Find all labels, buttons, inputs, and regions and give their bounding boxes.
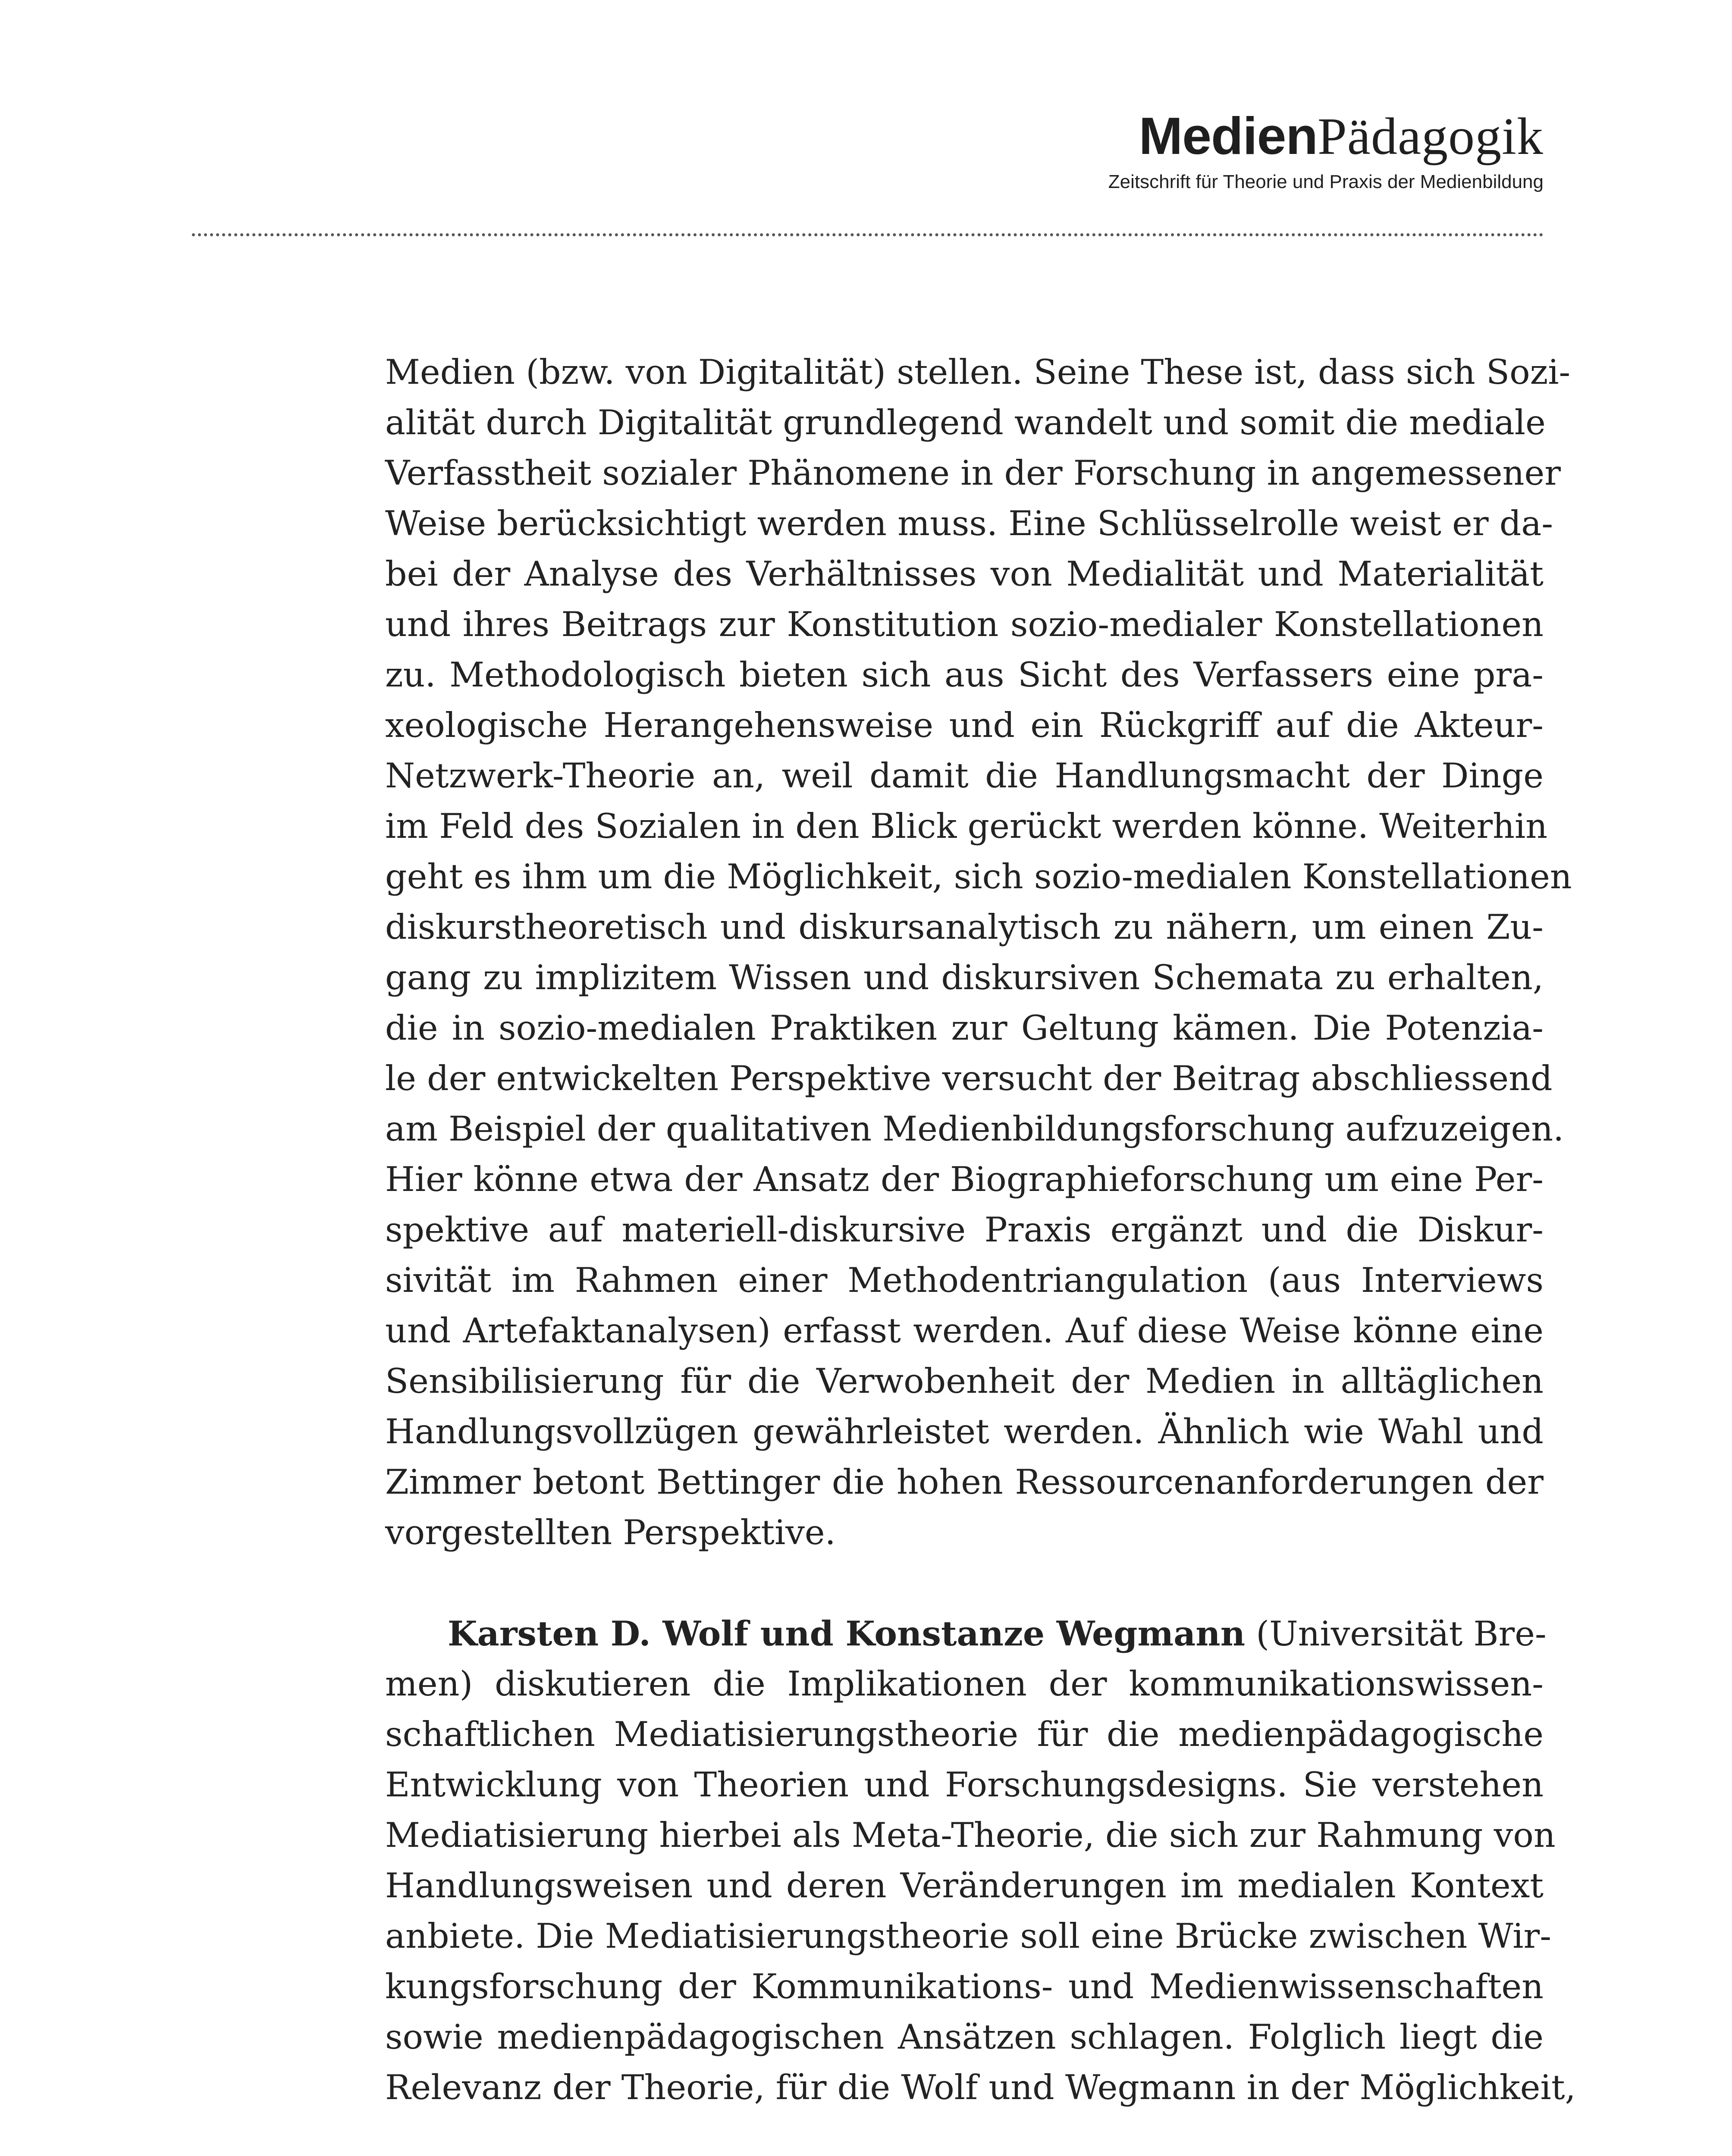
text-line: schaftlichen Mediatisierungstheorie für die medienpädagogische (385, 1714, 1544, 1754)
text-line: Weise berücksichtigt werden muss. Eine Schlüsselrolle weist er da- (385, 504, 1553, 543)
body-text (385, 347, 1576, 2113)
text-line: spektive auf materiell-diskursive Praxis ergänzt und die Diskur- (385, 1210, 1544, 1250)
text-line: anbiete. Die Mediatisierungstheorie soll eine Brücke zwischen Wir- (385, 1916, 1552, 1956)
text-line: im Feld des Sozialen in den Blick gerückt werden könne. Weiterhin (385, 806, 1548, 846)
text-line: Relevanz der Theorie, für die Wolf und Wegmann in der Möglichkeit, (385, 2068, 1576, 2107)
text-line: le der entwickelten Perspektive versucht der Beitrag abschliessend (385, 1059, 1553, 1098)
text-line: Mediatisierung hierbei als Meta-Theorie, die sich zur Rahmung von (385, 1815, 1556, 1855)
author-names: Karsten D. Wolf und Konstanze Wegmann (448, 1614, 1246, 1654)
text-line: gang zu implizitem Wissen und diskursiven Schemata zu erhalten, (385, 958, 1544, 997)
affiliation-text: (Universität Bre- (1245, 1614, 1547, 1654)
text-line: Medien (bzw. von Digitalität) stellen. Seine These ist, dass sich Sozi- (385, 352, 1571, 392)
header-divider (192, 233, 1544, 236)
text-line: Handlungsweisen und deren Veränderungen im medialen Kontext (385, 1866, 1544, 1905)
text-line: Zimmer betont Bettinger die hohen Ressourcenanforderungen der (385, 1462, 1544, 1502)
journal-subtitle: Zeitschrift für Theorie und Praxis der Medienbildung (1108, 171, 1544, 192)
text-line: xeologische Herangehensweise und ein Rückgriff auf die Akteur- (385, 705, 1544, 745)
text-line: Netzwerk-Theorie an, weil damit die Handlungsmacht der Dinge (385, 756, 1544, 796)
text-line (385, 1608, 1547, 1659)
text-line: zu. Methodologisch bieten sich aus Sicht des Verfassers eine pra- (385, 655, 1544, 695)
journal-logo (1108, 108, 1544, 165)
text-line: vorgestellten Perspektive. (385, 1513, 836, 1552)
text-line: Handlungsvollzügen gewährleistet werden. Ähnlich wie Wahl und (385, 1412, 1544, 1451)
text-line: sivität im Rahmen einer Methodentriangulation (aus Interviews (385, 1260, 1544, 1300)
text-line: kungsforschung der Kommunikations- und Medienwissenschaften (385, 1967, 1544, 2006)
paragraph-gap (385, 1558, 1544, 1608)
journal-masthead (1108, 108, 1544, 194)
text-line: Verfasstheit sozialer Phänomene in der Forschung in angemessener (385, 453, 1561, 493)
text-line: Sensibilisierung für die Verwobenheit der Medien in alltäglichen (385, 1361, 1544, 1401)
text-line: sowie medienpädagogischen Ansätzen schlagen. Folglich liegt die (385, 2017, 1544, 2057)
logo-text-bold: Medien (1139, 107, 1318, 165)
text-line: Hier könne etwa der Ansatz der Biographieforschung um eine Per- (385, 1159, 1544, 1199)
text-line: bei der Analyse des Verhältnisses von Medialität und Materialität (385, 554, 1544, 594)
text-line: alität durch Digitalität grundlegend wandelt und somit die mediale (385, 403, 1546, 442)
text-line: am Beispiel der qualitativen Medienbildungsforschung aufzuzeigen. (385, 1109, 1564, 1149)
text-line: die in sozio-medialen Praktiken zur Geltung kämen. Die Potenzia- (385, 1008, 1544, 1048)
text-line: diskurstheoretisch und diskursanalytisch zu nähern, um einen Zu- (385, 907, 1544, 947)
paragraph-1 (385, 347, 1572, 1558)
text-line: men) diskutieren die Implikationen der kommunikationswissen- (385, 1664, 1544, 1704)
paragraph-2 (385, 1608, 1576, 2113)
text-line: und ihres Beitrags zur Konstitution sozio-medialer Konstellationen (385, 605, 1544, 644)
text-line: geht es ihm um die Möglichkeit, sich sozio-medialen Konstellationen (385, 857, 1572, 896)
text-line: und Artefaktanalysen) erfasst werden. Auf diese Weise könne eine (385, 1311, 1544, 1351)
logo-text-serif: Pädagogik (1317, 107, 1544, 166)
text-line: Entwicklung von Theorien und Forschungsdesigns. Sie verstehen (385, 1765, 1544, 1805)
